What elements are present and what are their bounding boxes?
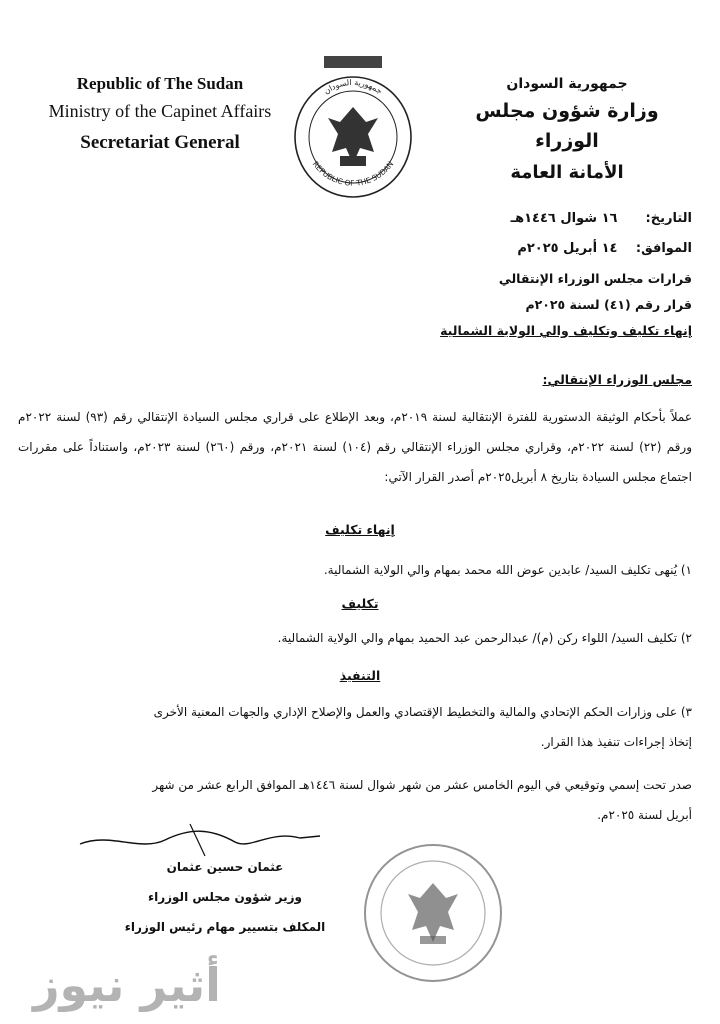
item-1: ١) يُنهى تكليف السيد/ عابدين عوض الله محمد بمهام والي الولاية الشمالية. [323,563,692,577]
header-arabic [442,72,692,190]
section-termination-heading: إنهاء تكليف [325,522,395,537]
decision-titles [232,266,692,344]
hijri-date-value: ١٦ شوال ١٤٤٦هـ [510,211,618,226]
news-watermark: أثير نيوز [33,958,221,1012]
section-execution-heading: التنفيذ [339,668,381,683]
ministry-ar: وزارة شؤون مجلس الوزراء [475,100,659,152]
preamble-paragraph: عملاً بأحكام الوثيقة الدستورية للفترة الإنتقالية لسنة ٢٠١٩م، وبعد الإطلاع على قراري مجلس السيادة الإنتقالي رقم (٩٣) لسنة ٢٠٢٢م ورقم (٢٢) لسنة ٢٠٢٢م، وقراري مجلس الوزراء الإنتقالي رقم (١٠٤) لسنة ٢٠٢١م، ورقم (٢٦٠) لسنة ٢٠٢٣م، واستناداً على مقررات اجتماع مجلس السيادة بتاريخ ٨ أبريل٢٠٢٥م أصدر القرار الآتي: [18,410,693,484]
item-3-line-2: إتخاذ إجراءات تنفيذ هذا القرار. [540,735,692,749]
hijri-date-row [392,204,692,234]
closing-line-2: أبريل لسنة ٢٠٢٥م. [597,808,692,822]
signatory-title-1: وزير شؤون مجلس الوزراء [147,890,303,904]
decision-number: قرار رقم (٤١) لسنة ٢٠٢٥م [525,297,692,312]
section-assignment-heading: تكليف [341,596,379,611]
date-block [392,204,692,264]
signature-block [110,852,340,942]
signatory-title-2: المكلف بتسيير مهام رئيس الوزراء [124,920,326,934]
gregorian-date-row [392,234,692,264]
secretariat-en: Secretariat General [80,132,240,153]
state-emblem [288,52,418,202]
emblem-bottom-text: REPUBLIC OF THE SUDAN [310,159,396,188]
official-stamp [358,838,508,988]
gregorian-date-label: الموافق: [635,241,692,256]
signatory-name: عثمان حسين عثمان [166,860,284,874]
item-2: ٢) تكليف السيد/ اللواء ركن (م)/ عبدالرحمن عبد الحميد بمهام والي الولاية الشمالية. [277,631,692,645]
council-heading: مجلس الوزراء الإنتقالي: [542,372,692,387]
closing-line-1: صدر تحت إسمي وتوقيعي في اليوم الخامس عشر من شهر شوال لسنة ١٤٤٦هـ الموافق الرابع عشر من شهر [152,778,692,792]
secretariat-ar: الأمانة العامة [510,162,624,183]
gregorian-date-value: ١٤ أبريل ٢٠٢٥م [517,241,618,256]
emblem-seal-icon [288,52,418,202]
ministry-en: Ministry of the Capinet Affairs [48,101,272,121]
header-english [40,72,280,160]
emblem-top-text: جمهورية السودان [322,77,384,96]
republic-en: Republic of The Sudan [76,74,244,93]
hijri-date-label: التاريخ: [645,211,692,226]
decisions-heading: قرارات مجلس الوزراء الإنتقالي [498,271,692,286]
decision-subject: إنهاء تكليف وتكليف والي الولاية الشمالية [440,323,692,338]
round-stamp-icon [358,838,508,988]
republic-ar: جمهورية السودان [506,76,628,92]
item-3-line-1: ٣) على وزارات الحكم الإتحادي والمالية والتخطيط الإقتصادي والعمل والإصلاح الإداري والجهات المعنية الأخرى [153,705,692,719]
